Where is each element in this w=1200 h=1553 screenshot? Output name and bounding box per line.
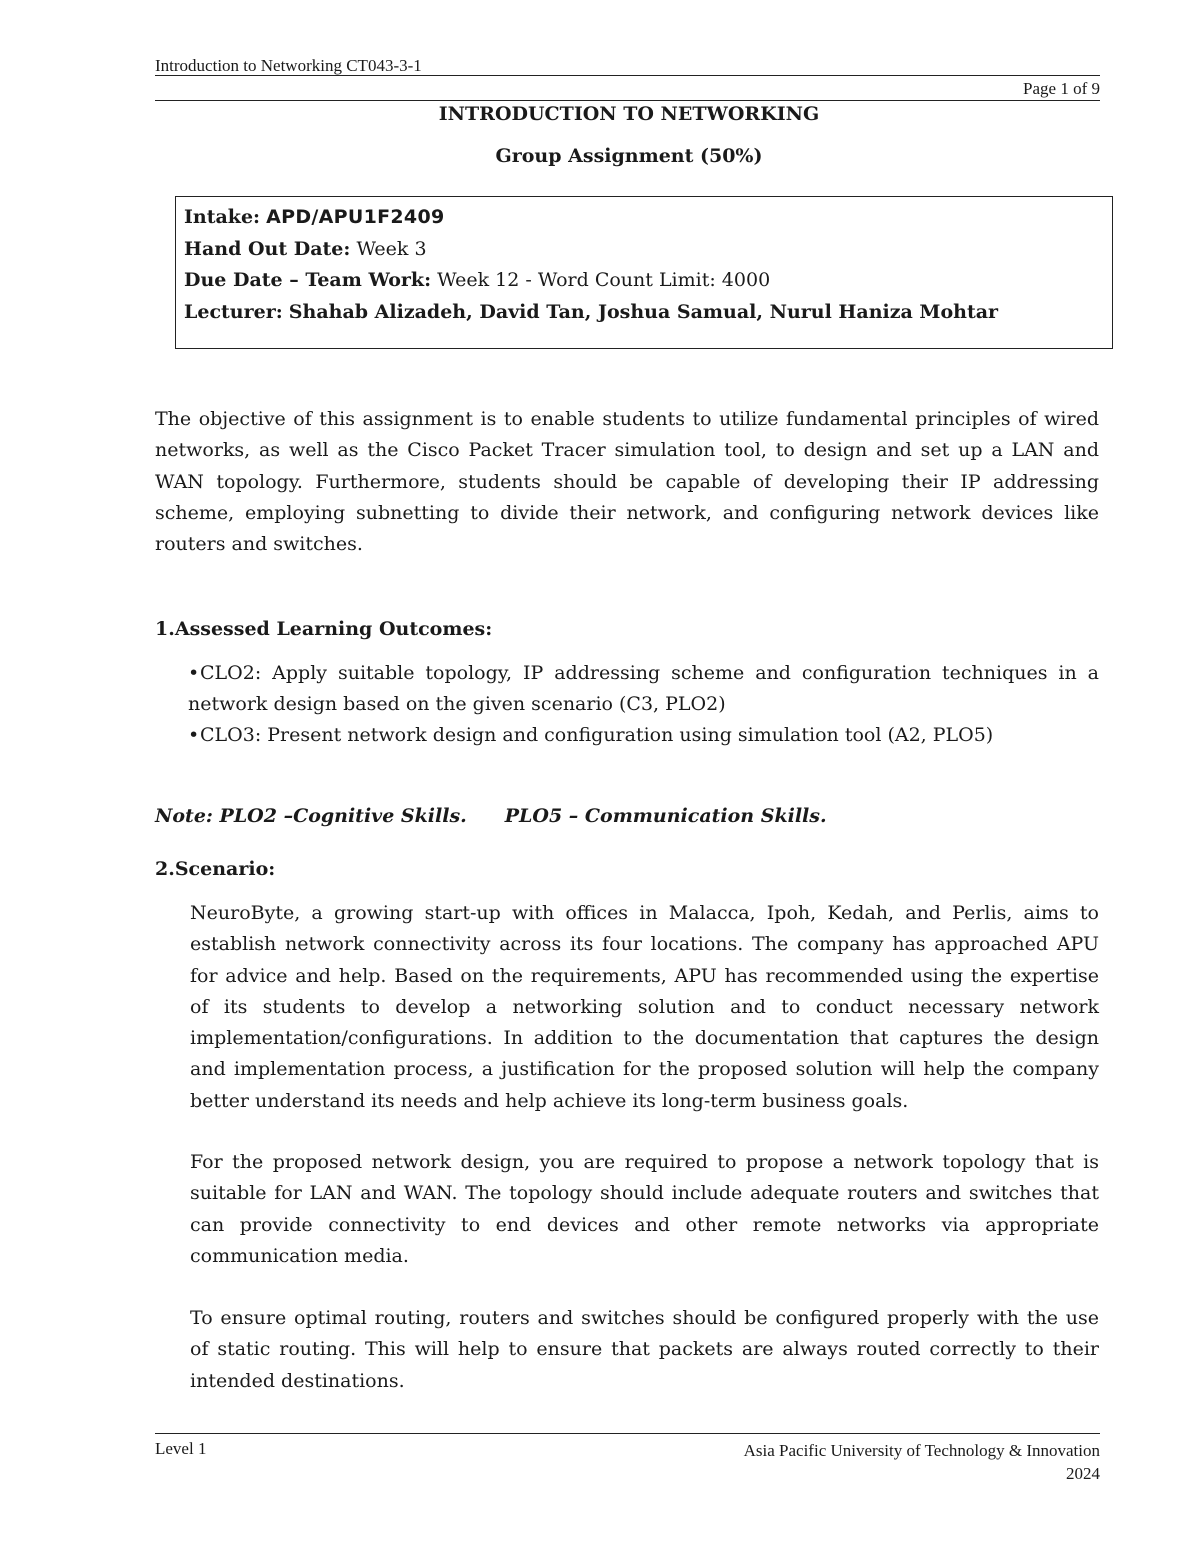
section-heading-scenario: 2.Scenario: [155,858,276,880]
intake-line [184,202,1104,234]
note-communication: PLO5 – Communication Skills. [504,805,827,827]
plo-note [155,805,827,827]
assignment-info-box [175,196,1113,349]
due-date-label: Due Date – Team Work: [184,269,432,291]
header-course: Introduction to Networking CT043-3-1 [155,56,422,75]
note-cognitive: Note: PLO2 –Cognitive Skills. [155,805,467,827]
header-rule-bottom [155,100,1100,101]
list-item [188,720,1099,751]
scenario-paragraph: For the proposed network design, you are required to propose a network topology that is suitable for LAN and WAN. The topology should include adequate routers and switches that can provide connectivity to end devices and other remote networks via appropriate communication media. [190,1151,1099,1267]
footer-university [744,1439,1100,1485]
scenario-paragraph: To ensure optimal routing, routers and switches should be configured properly with the use of static routing. This will help to ensure that packets are always routed correctly to their intended destinations. [190,1307,1099,1392]
scenario-paragraph: NeuroByte, a growing start-up with offices in Malacca, Ipoh, Kedah, and Perlis, aims to establish network connectivity across its four locations. The company has approached APU for advice and help. Based on the requirements, APU has recommended using the expertise of its students to develop a networking solution and to conduct necessary network implementation/configurations. In addition to the documentation that captures the design and implementation process, a justification for the proposed solution will help the company better understand its needs and help achieve its long-term business goals. [190,902,1099,1112]
handout-line [184,234,1104,266]
document-subtitle: Group Assignment (50%) [495,145,763,167]
lecturer-label: Lecturer: [184,300,283,323]
section-heading-learning-outcomes: 1.Assessed Learning Outcomes: [155,618,493,640]
list-item [188,658,1099,720]
objective-paragraph: The objective of this assignment is to enable students to utilize fundamental principles of wired networks, as well as the Cisco Packet Tracer simulation tool, to design and set up a LAN and WAN topology. Furthermore, students should be capable of developing their IP addressing scheme, employing subnetting to divide their network, and configuring network devices like routers and switches. [155,408,1099,556]
due-date-value: Week 12 - Word Count Limit: 4000 [437,269,771,291]
lecturer-value: Shahab Alizadeh, David Tan, Joshua Samual, Nurul Haniza Mohtar [288,300,999,323]
bullet-icon: • [188,662,200,684]
intake-value: APD/APU1F2409 [266,206,445,228]
footer-level: Level 1 [155,1439,207,1458]
document-title: INTRODUCTION TO NETWORKING [438,103,820,125]
intake-label: Intake: [184,206,261,228]
header-rule-top [155,75,1100,76]
lecturer-line [184,297,1104,329]
list-item-text: CLO2: Apply suitable topology, IP addressing scheme and configuration techniques in a network design based on the given scenario (C3, PLO2) [188,662,1099,715]
header-page-number: Page 1 of 9 [1023,79,1100,98]
bullet-icon: • [188,724,200,746]
list-item-text: CLO3: Present network design and configuration using simulation tool (A2, PLO5) [200,724,994,746]
handout-value: Week 3 [356,237,427,260]
footer-year: 2024 [1066,1464,1100,1483]
due-date-line [184,265,1104,297]
footer-university-name: Asia Pacific University of Technology & Innovation [743,1441,1100,1460]
handout-label: Hand Out Date: [184,237,351,260]
footer-rule [155,1433,1100,1434]
